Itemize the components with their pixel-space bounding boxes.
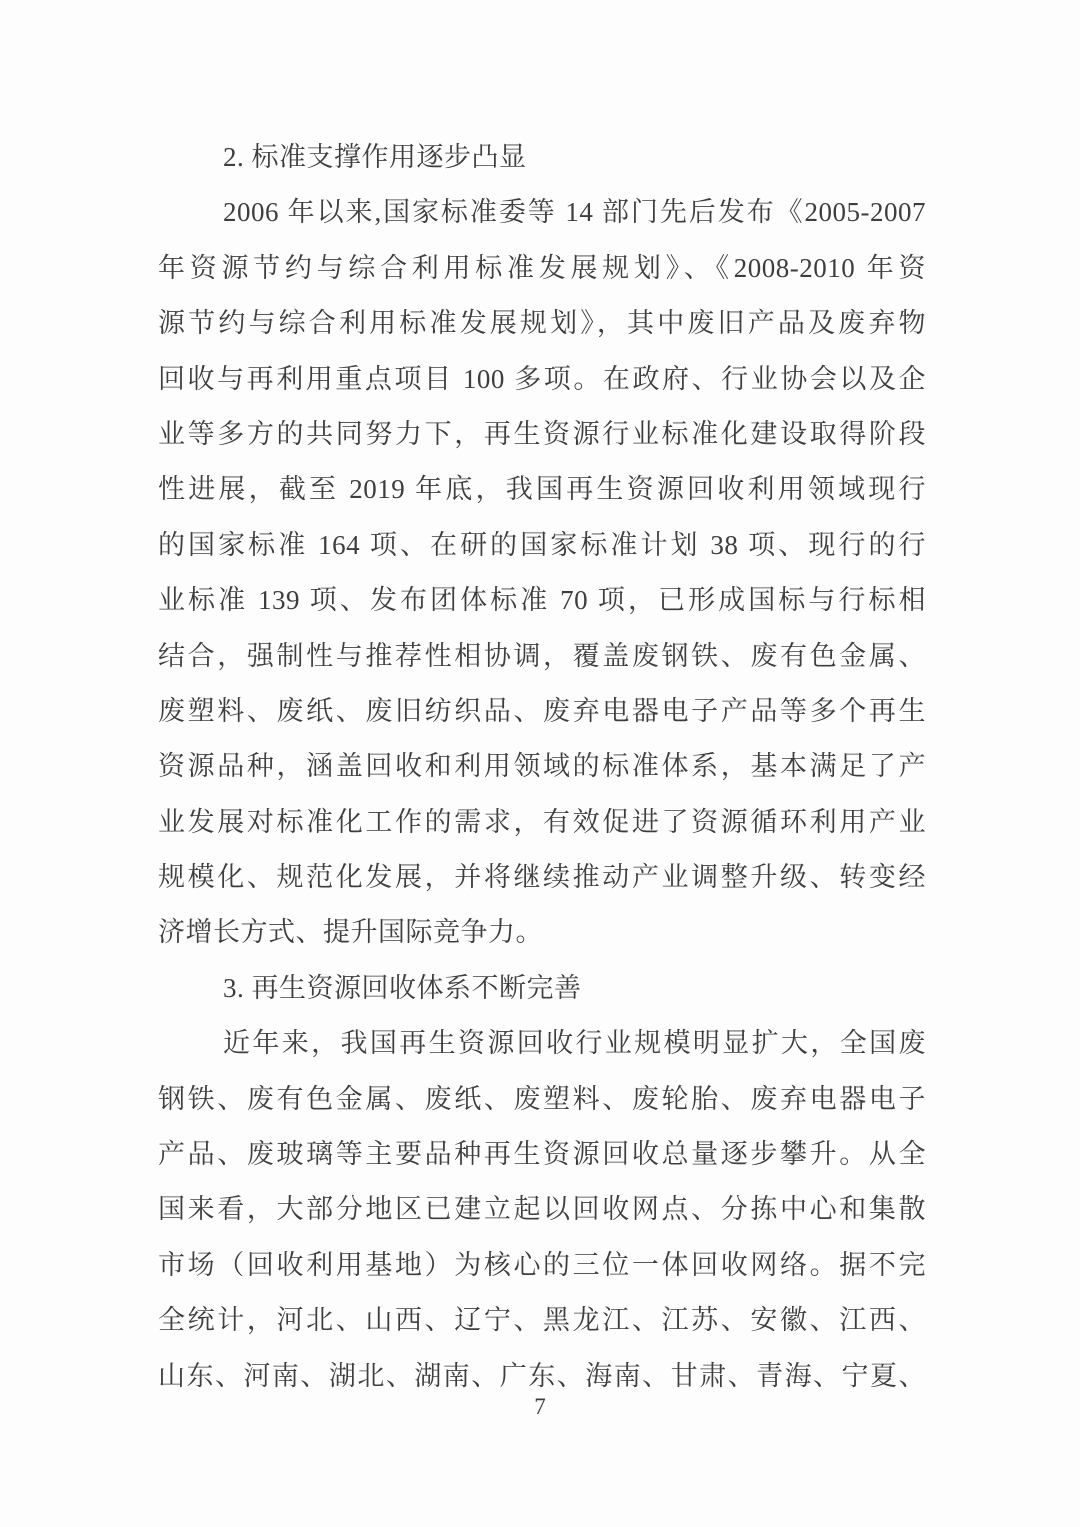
text-line: 国来看，大部分地区已建立起以回收网点、分拣中心和集散 [158, 1194, 926, 1225]
section-heading-standards: 2. 标准支撑作用逐步凸显 [223, 142, 527, 172]
text-line: 年资源节约与综合利用标准发展规划》、《2008-2010 年资 [158, 252, 926, 283]
text-line: 全统计，河北、山西、辽宁、黑龙江、江苏、安徽、江西、 [158, 1305, 926, 1336]
page-footer [0, 1392, 1080, 1422]
text-line: 源节约与综合利用标准发展规划》，其中废旧产品及废弃物 [158, 308, 926, 339]
text-line: 产品、废玻璃等主要品种再生资源回收总量逐步攀升。从全 [158, 1139, 926, 1170]
text-line: 山东、河南、湖北、湖南、广东、海南、甘肃、青海、宁夏、 [158, 1360, 926, 1391]
text-line: 济增长方式、提升国际竞争力。 [158, 917, 543, 948]
text-line: 规模化、规范化发展，并将继续推动产业调整升级、转变经 [158, 862, 926, 893]
text-line: 性进展，截至 2019 年底，我国再生资源回收利用领域现行 [158, 474, 926, 505]
text-line: 废塑料、废纸、废旧纺织品、废弃电器电子产品等多个再生 [158, 695, 926, 726]
text-line: 近年来，我国再生资源回收行业规模明显扩大，全国废 [223, 1028, 926, 1059]
document-content [158, 130, 926, 1404]
page-number: 7 [534, 1394, 546, 1419]
paragraph-standards-support [158, 185, 926, 960]
text-line: 业等多方的共同努力下，再生资源行业标准化建设取得阶段 [158, 418, 926, 449]
text-line: 资源品种，涵盖回收和利用领域的标准体系，基本满足了产 [158, 751, 926, 782]
text-line: 钢铁、废有色金属、废纸、废塑料、废轮胎、废弃电器电子 [158, 1083, 926, 1114]
text-line: 回收与再利用重点项目 100 多项。在政府、行业协会以及企 [158, 363, 926, 394]
text-line: 业标准 139 项、发布团体标准 70 项，已形成国标与行标相 [158, 585, 926, 616]
text-line: 的国家标准 164 项、在研的国家标准计划 38 项、现行的行 [158, 529, 926, 560]
text-line: 结合，强制性与推荐性相协调，覆盖废钢铁、废有色金属、 [158, 640, 926, 671]
text-line: 业发展对标准化工作的需求，有效促进了资源循环利用产业 [158, 806, 926, 837]
text-line: 市场（回收利用基地）为核心的三位一体回收网络。据不完 [158, 1249, 926, 1280]
text-line: 2006 年以来,国家标准委等 14 部门先后发布《2005-2007 [223, 197, 926, 228]
paragraph-recycling-system [158, 1016, 926, 1404]
section-heading-recycling-system: 3. 再生资源回收体系不断完善 [223, 972, 582, 1003]
